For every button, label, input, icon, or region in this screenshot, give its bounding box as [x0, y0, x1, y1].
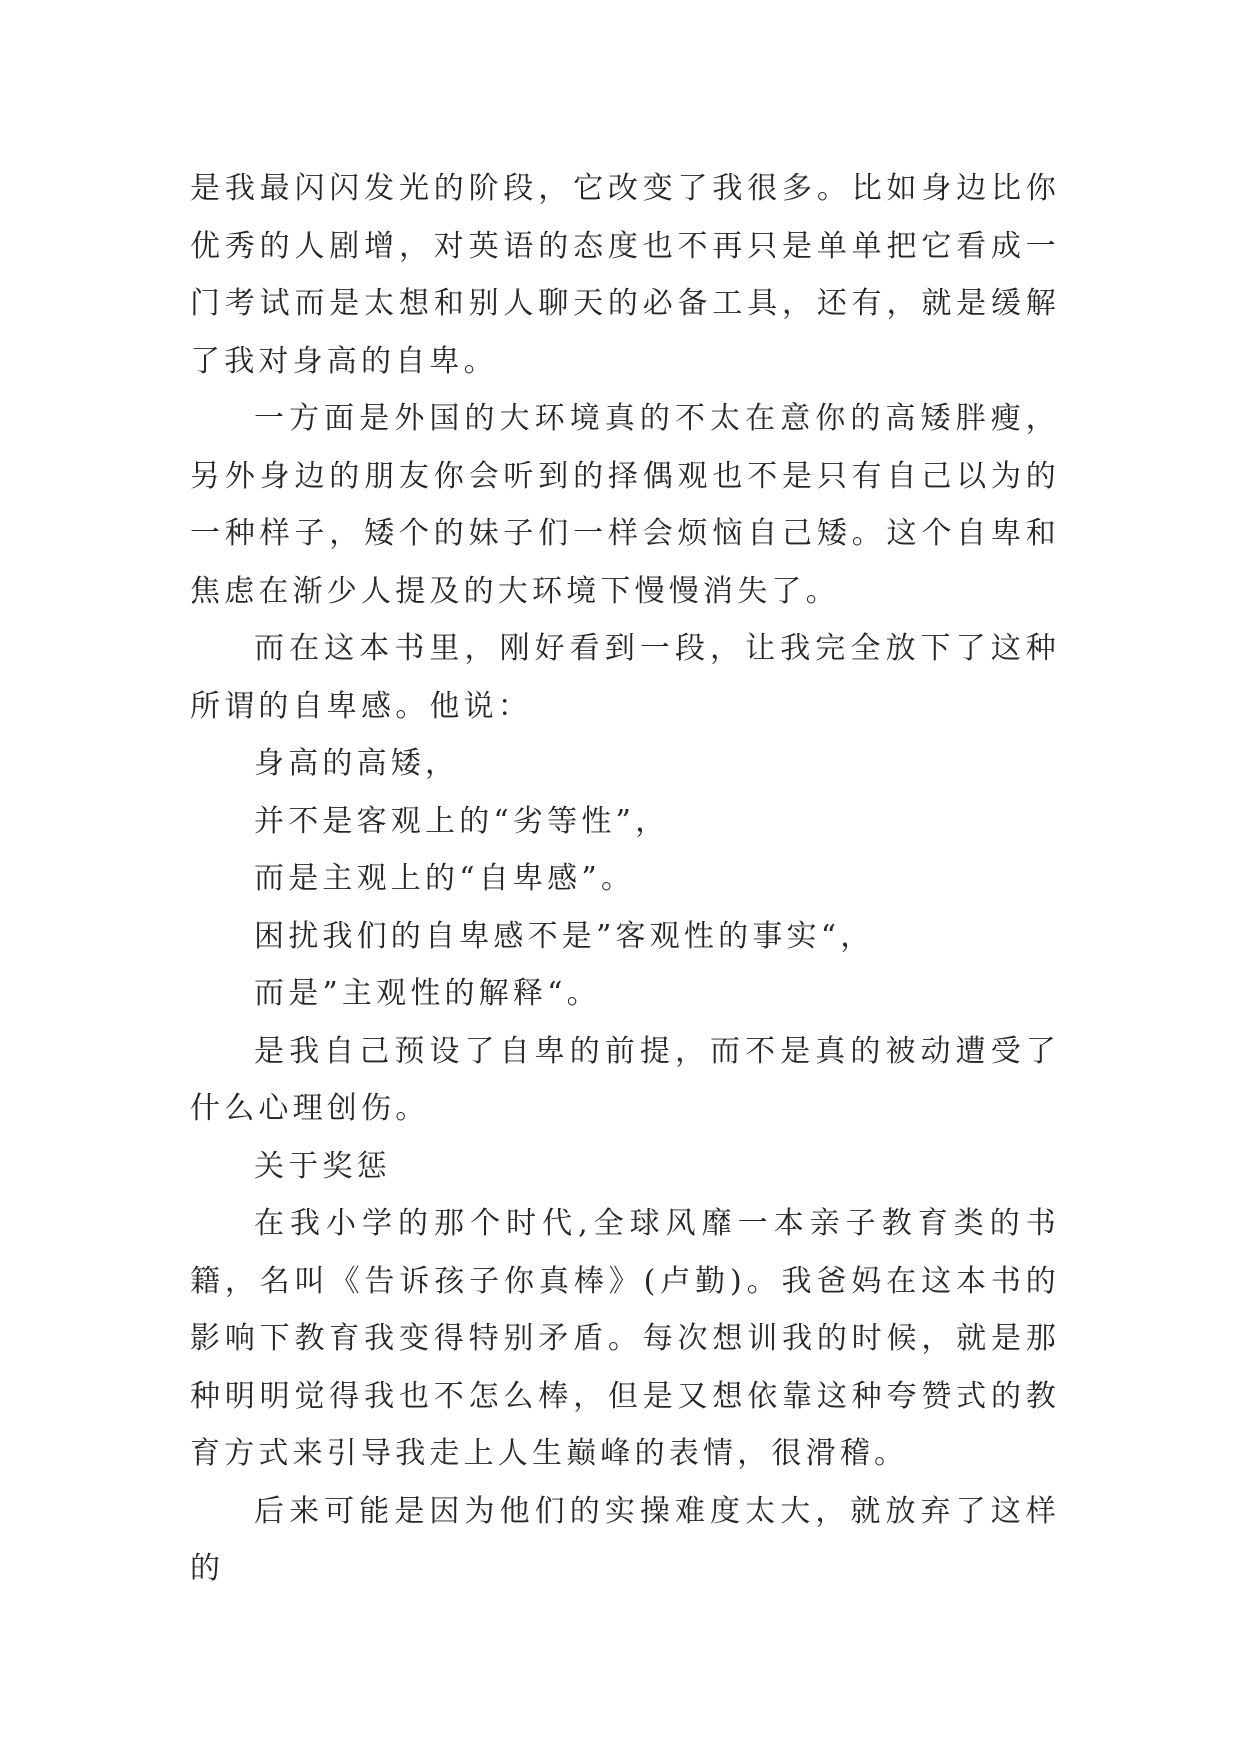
section-heading: 关于奖惩	[254, 1148, 391, 1184]
paragraph: 在我小学的那个时代,全球风靡一本亲子教育类的书籍，名叫《告诉孩子你真棒》(卢勤)。我爸妈在这本书的影响下教育我变得特别矛盾。每次想训我的时候，就是那种明明觉得我也不怎么棒，但是又想依靠这种夸赞式的教育方式来引导我走上人生巅峰的表情，很滑稽。	[190, 1206, 1060, 1471]
quote-line: 而是”主观性的解释“。	[254, 976, 601, 1011]
paragraph: 是我自己预设了自卑的前提，而不是真的被动遭受了什么心理创伤。	[190, 1033, 1060, 1126]
paragraph-continued: 是我最闪闪发光的阶段，它改变了我很多。比如身边比你优秀的人剧增，对英语的态度也不再只是单单把它看成一门考试而是太想和别人聊天的必备工具，还有，就是缓解了我对身高的自卑。	[190, 171, 1060, 379]
paragraph: 一方面是外国的大环境真的不太在意你的高矮胖瘦，另外身边的朋友你会听到的择偶观也不是只有自己以为的一种样子，矮个的妹子们一样会烦恼自己矮。这个自卑和焦虑在渐少人提及的大环境下慢慢消失了。	[190, 401, 1060, 609]
quote-line: 并不是客观上的“劣等性”，	[254, 803, 670, 839]
quote-line: 而是主观上的“自卑感”。	[254, 861, 636, 896]
quote-line: 身高的高矮，	[254, 746, 460, 781]
paragraph: 而在这本书里，刚好看到一段，让我完全放下了这种所谓的自卑感。他说：	[190, 631, 1060, 724]
document-body	[190, 160, 1060, 1598]
quote-line: 困扰我们的自卑感不是”客观性的事实“，	[254, 918, 875, 954]
paragraph: 后来可能是因为他们的实操难度太大，就放弃了这样的	[190, 1493, 1060, 1586]
